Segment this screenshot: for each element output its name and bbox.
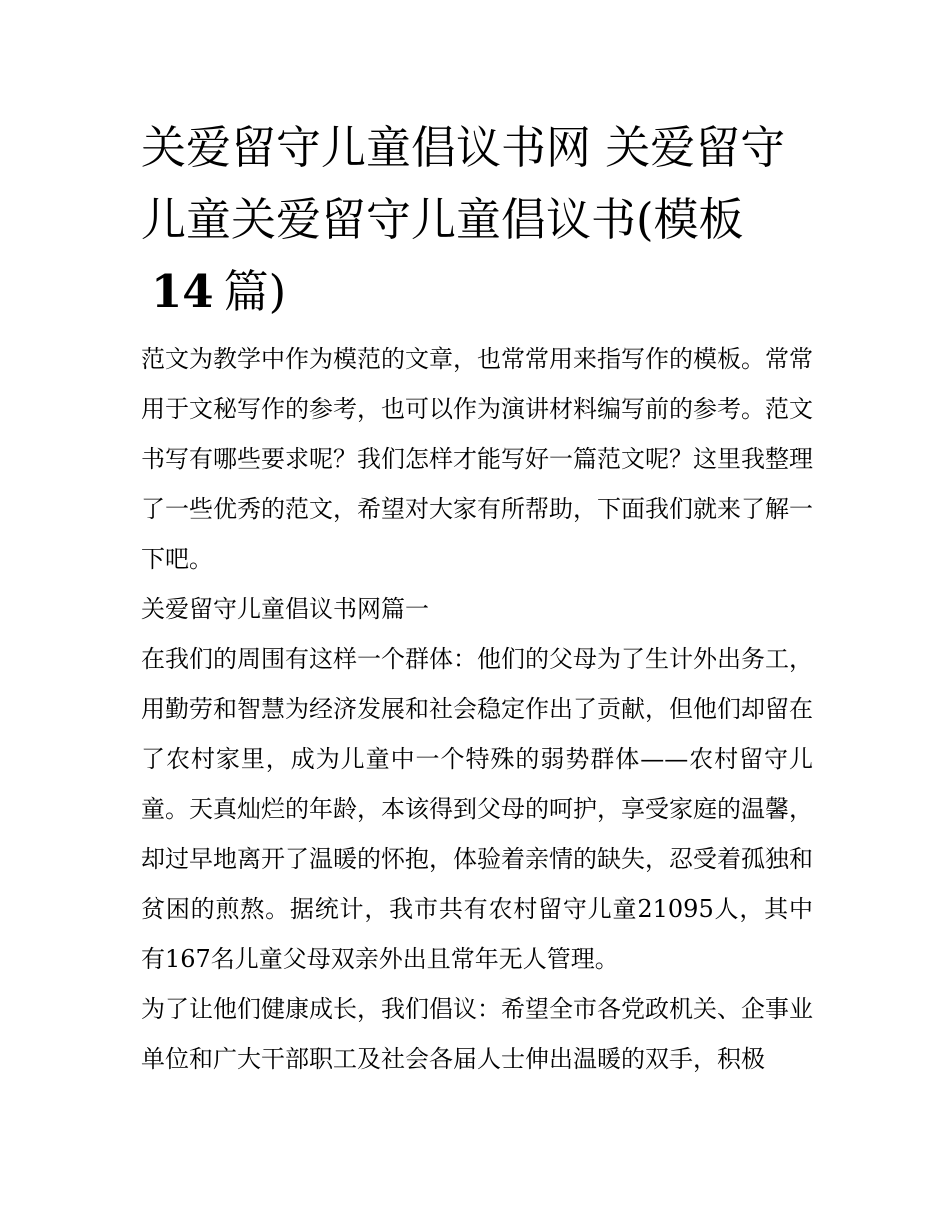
- title-number: 14: [151, 265, 214, 318]
- body-paragraph-2: 为了让他们健康成长，我们倡议：希望全市各党政机关、企事业单位和广大干部职工及社会各届人士伸出温暖的双手，积极: [141, 995, 813, 1073]
- intro-paragraph: 范文为教学中作为模范的文章，也常常用来指写作的模板。常常用于文秘写作的参考，也可以作为演讲材料编写前的参考。范文书写有哪些要求呢？我们怎样才能写好一篇范文呢？这里我整理了一些优秀的范文，希望对大家有所帮助，下面我们就来了解一下吧。: [141, 345, 813, 573]
- body-paragraph-1: 在我们的周围有这样一个群体：他们的父母为了生计外出务工，用勤劳和智慧为经济发展和社会稳定作出了贡献，但他们却留在了农村家里，成为儿童中一个特殊的弱势群体——农村留守儿童。天真灿烂的年龄，本该得到父母的呵护，享受家庭的温馨，却过早地离开了温暖的怀抱，体验着亲情的缺失，忍受着孤独和贫困的煎熬。据统计，我市共有农村留守儿童21095人，其中有167名儿童父母双亲外出且常年无人管理。: [141, 645, 813, 973]
- title-text-part2: 篇): [223, 265, 287, 318]
- title-text-part1: 关爱留守儿童倡议书网 关爱留守儿童关爱留守儿童倡议书(模板: [141, 121, 786, 246]
- document-title: [141, 112, 813, 328]
- section-heading: 关爱留守儿童倡议书网篇一: [141, 595, 429, 623]
- document-content: [141, 112, 813, 1084]
